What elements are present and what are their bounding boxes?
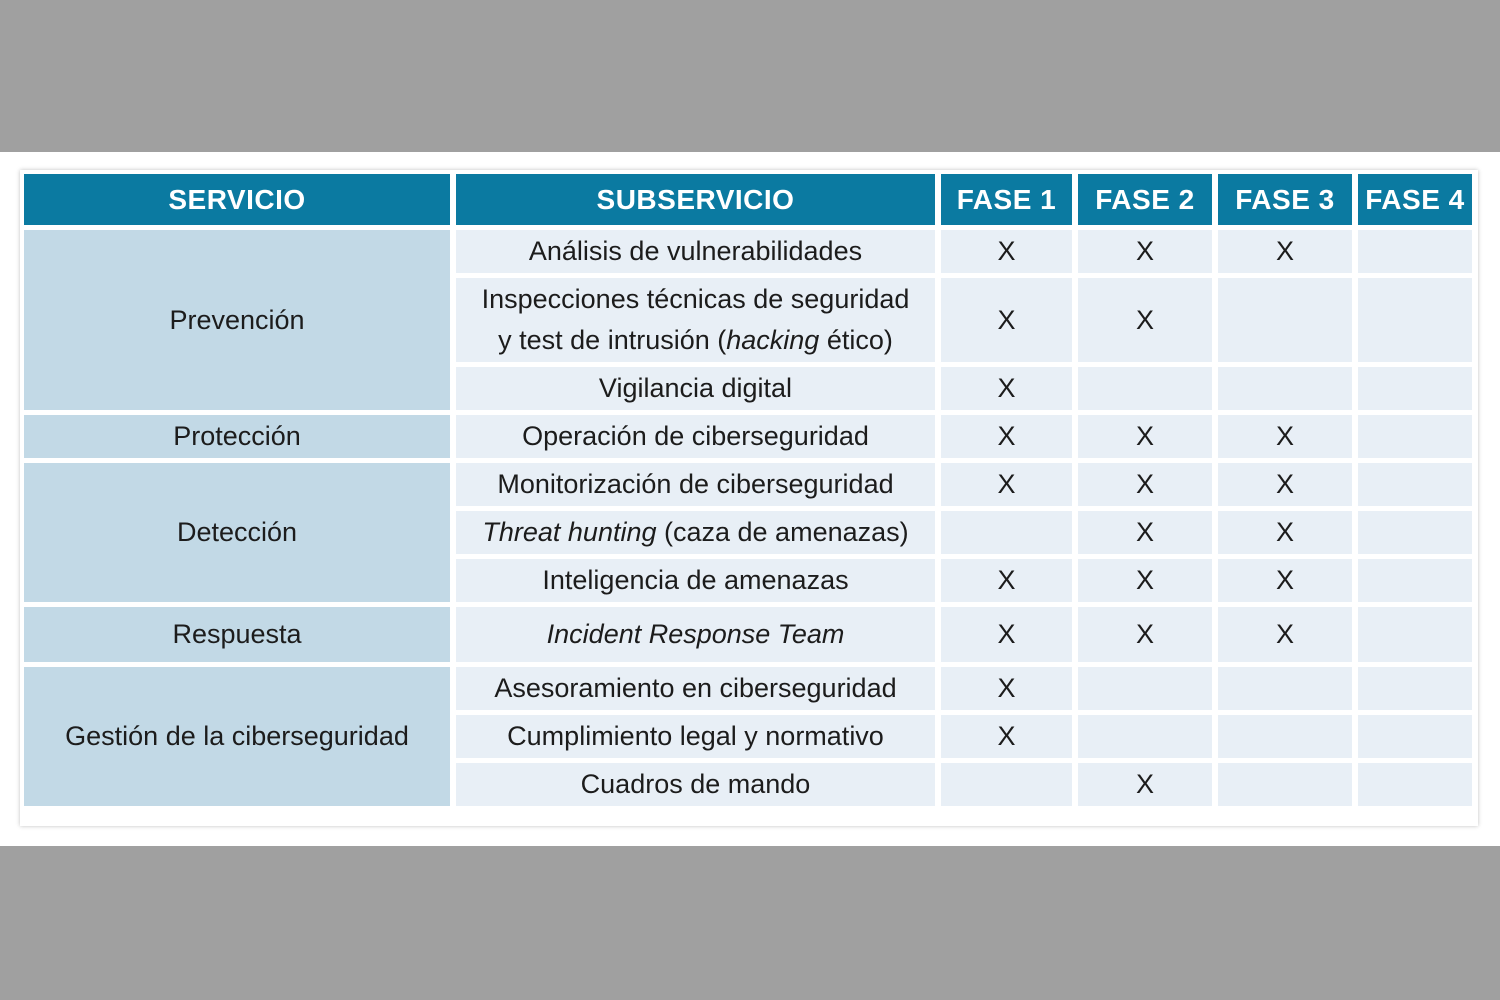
fase-1-mark: X [941, 559, 1072, 602]
services-table-card [20, 170, 1478, 826]
fase-4-mark [1358, 415, 1472, 458]
subservice-cell: Inteligencia de amenazas [456, 559, 935, 602]
fase-1-mark: X [941, 278, 1072, 362]
fase-1-mark: X [941, 607, 1072, 662]
table-row [24, 463, 1472, 506]
table-row [24, 607, 1472, 662]
fase-2-mark [1078, 715, 1212, 758]
fase-3-mark: X [1218, 607, 1352, 662]
fase-4-mark [1358, 230, 1472, 273]
fase-4-mark [1358, 763, 1472, 806]
service-cell-prevencion: Prevención [24, 230, 450, 410]
subservice-cell [456, 511, 935, 554]
fase-4-mark [1358, 463, 1472, 506]
header-fase-1: FASE 1 [941, 174, 1072, 225]
fase-3-mark: X [1218, 463, 1352, 506]
fase-2-mark [1078, 667, 1212, 710]
fase-4-mark [1358, 667, 1472, 710]
fase-4-mark [1358, 511, 1472, 554]
fase-4-mark [1358, 715, 1472, 758]
header-subservicio: SUBSERVICIO [456, 174, 935, 225]
subservice-cell: Asesoramiento en ciberseguridad [456, 667, 935, 710]
fase-2-mark: X [1078, 607, 1212, 662]
subservice-cell: Análisis de vulnerabilidades [456, 230, 935, 273]
subservice-italic-text: Incident Response Team [546, 619, 845, 649]
fase-3-mark [1218, 367, 1352, 410]
header-fase-3: FASE 3 [1218, 174, 1352, 225]
fase-2-mark: X [1078, 463, 1212, 506]
page-sheet [0, 152, 1500, 846]
fase-3-mark [1218, 715, 1352, 758]
table-row [24, 230, 1472, 273]
fase-4-mark [1358, 278, 1472, 362]
fase-2-mark: X [1078, 278, 1212, 362]
header-fase-2: FASE 2 [1078, 174, 1212, 225]
service-cell-deteccion: Detección [24, 463, 450, 602]
service-cell-gestion: Gestión de la ciberseguridad [24, 667, 450, 806]
subservice-italic-text: Threat hunting [482, 517, 657, 547]
subservice-cell: Monitorización de ciberseguridad [456, 463, 935, 506]
subservice-italic-text: hacking [726, 325, 820, 355]
subservice-text: (caza de amenazas) [656, 517, 909, 547]
fase-2-mark [1078, 367, 1212, 410]
header-row [24, 174, 1472, 225]
fase-3-mark: X [1218, 415, 1352, 458]
fase-4-mark [1358, 607, 1472, 662]
fase-4-mark [1358, 367, 1472, 410]
table-row [24, 667, 1472, 710]
fase-1-mark: X [941, 463, 1072, 506]
fase-1-mark [941, 511, 1072, 554]
service-cell-proteccion: Protección [24, 415, 450, 458]
fase-1-mark: X [941, 415, 1072, 458]
fase-2-mark: X [1078, 559, 1212, 602]
subservice-line-1: Inspecciones técnicas de seguridad [481, 284, 910, 314]
fase-3-mark: X [1218, 559, 1352, 602]
fase-2-mark: X [1078, 511, 1212, 554]
service-cell-respuesta: Respuesta [24, 607, 450, 662]
fase-3-mark [1218, 763, 1352, 806]
fase-1-mark: X [941, 667, 1072, 710]
subservice-cell [456, 278, 935, 362]
services-table [18, 169, 1478, 811]
fase-1-mark: X [941, 367, 1072, 410]
header-servicio: SERVICIO [24, 174, 450, 225]
fase-2-mark: X [1078, 763, 1212, 806]
fase-3-mark: X [1218, 511, 1352, 554]
subservice-text: y test de intrusión ( [498, 325, 727, 355]
fase-3-mark [1218, 278, 1352, 362]
fase-2-mark: X [1078, 230, 1212, 273]
subservice-cell [456, 607, 935, 662]
fase-2-mark: X [1078, 415, 1212, 458]
subservice-cell: Cumplimiento legal y normativo [456, 715, 935, 758]
table-row [24, 415, 1472, 458]
subservice-line-2 [456, 320, 935, 361]
fase-1-mark [941, 763, 1072, 806]
subservice-text: ético) [819, 325, 893, 355]
subservice-cell: Operación de ciberseguridad [456, 415, 935, 458]
subservice-cell: Cuadros de mando [456, 763, 935, 806]
fase-1-mark: X [941, 715, 1072, 758]
fase-3-mark [1218, 667, 1352, 710]
fase-4-mark [1358, 559, 1472, 602]
fase-3-mark: X [1218, 230, 1352, 273]
header-fase-4: FASE 4 [1358, 174, 1472, 225]
subservice-cell: Vigilancia digital [456, 367, 935, 410]
fase-1-mark: X [941, 230, 1072, 273]
